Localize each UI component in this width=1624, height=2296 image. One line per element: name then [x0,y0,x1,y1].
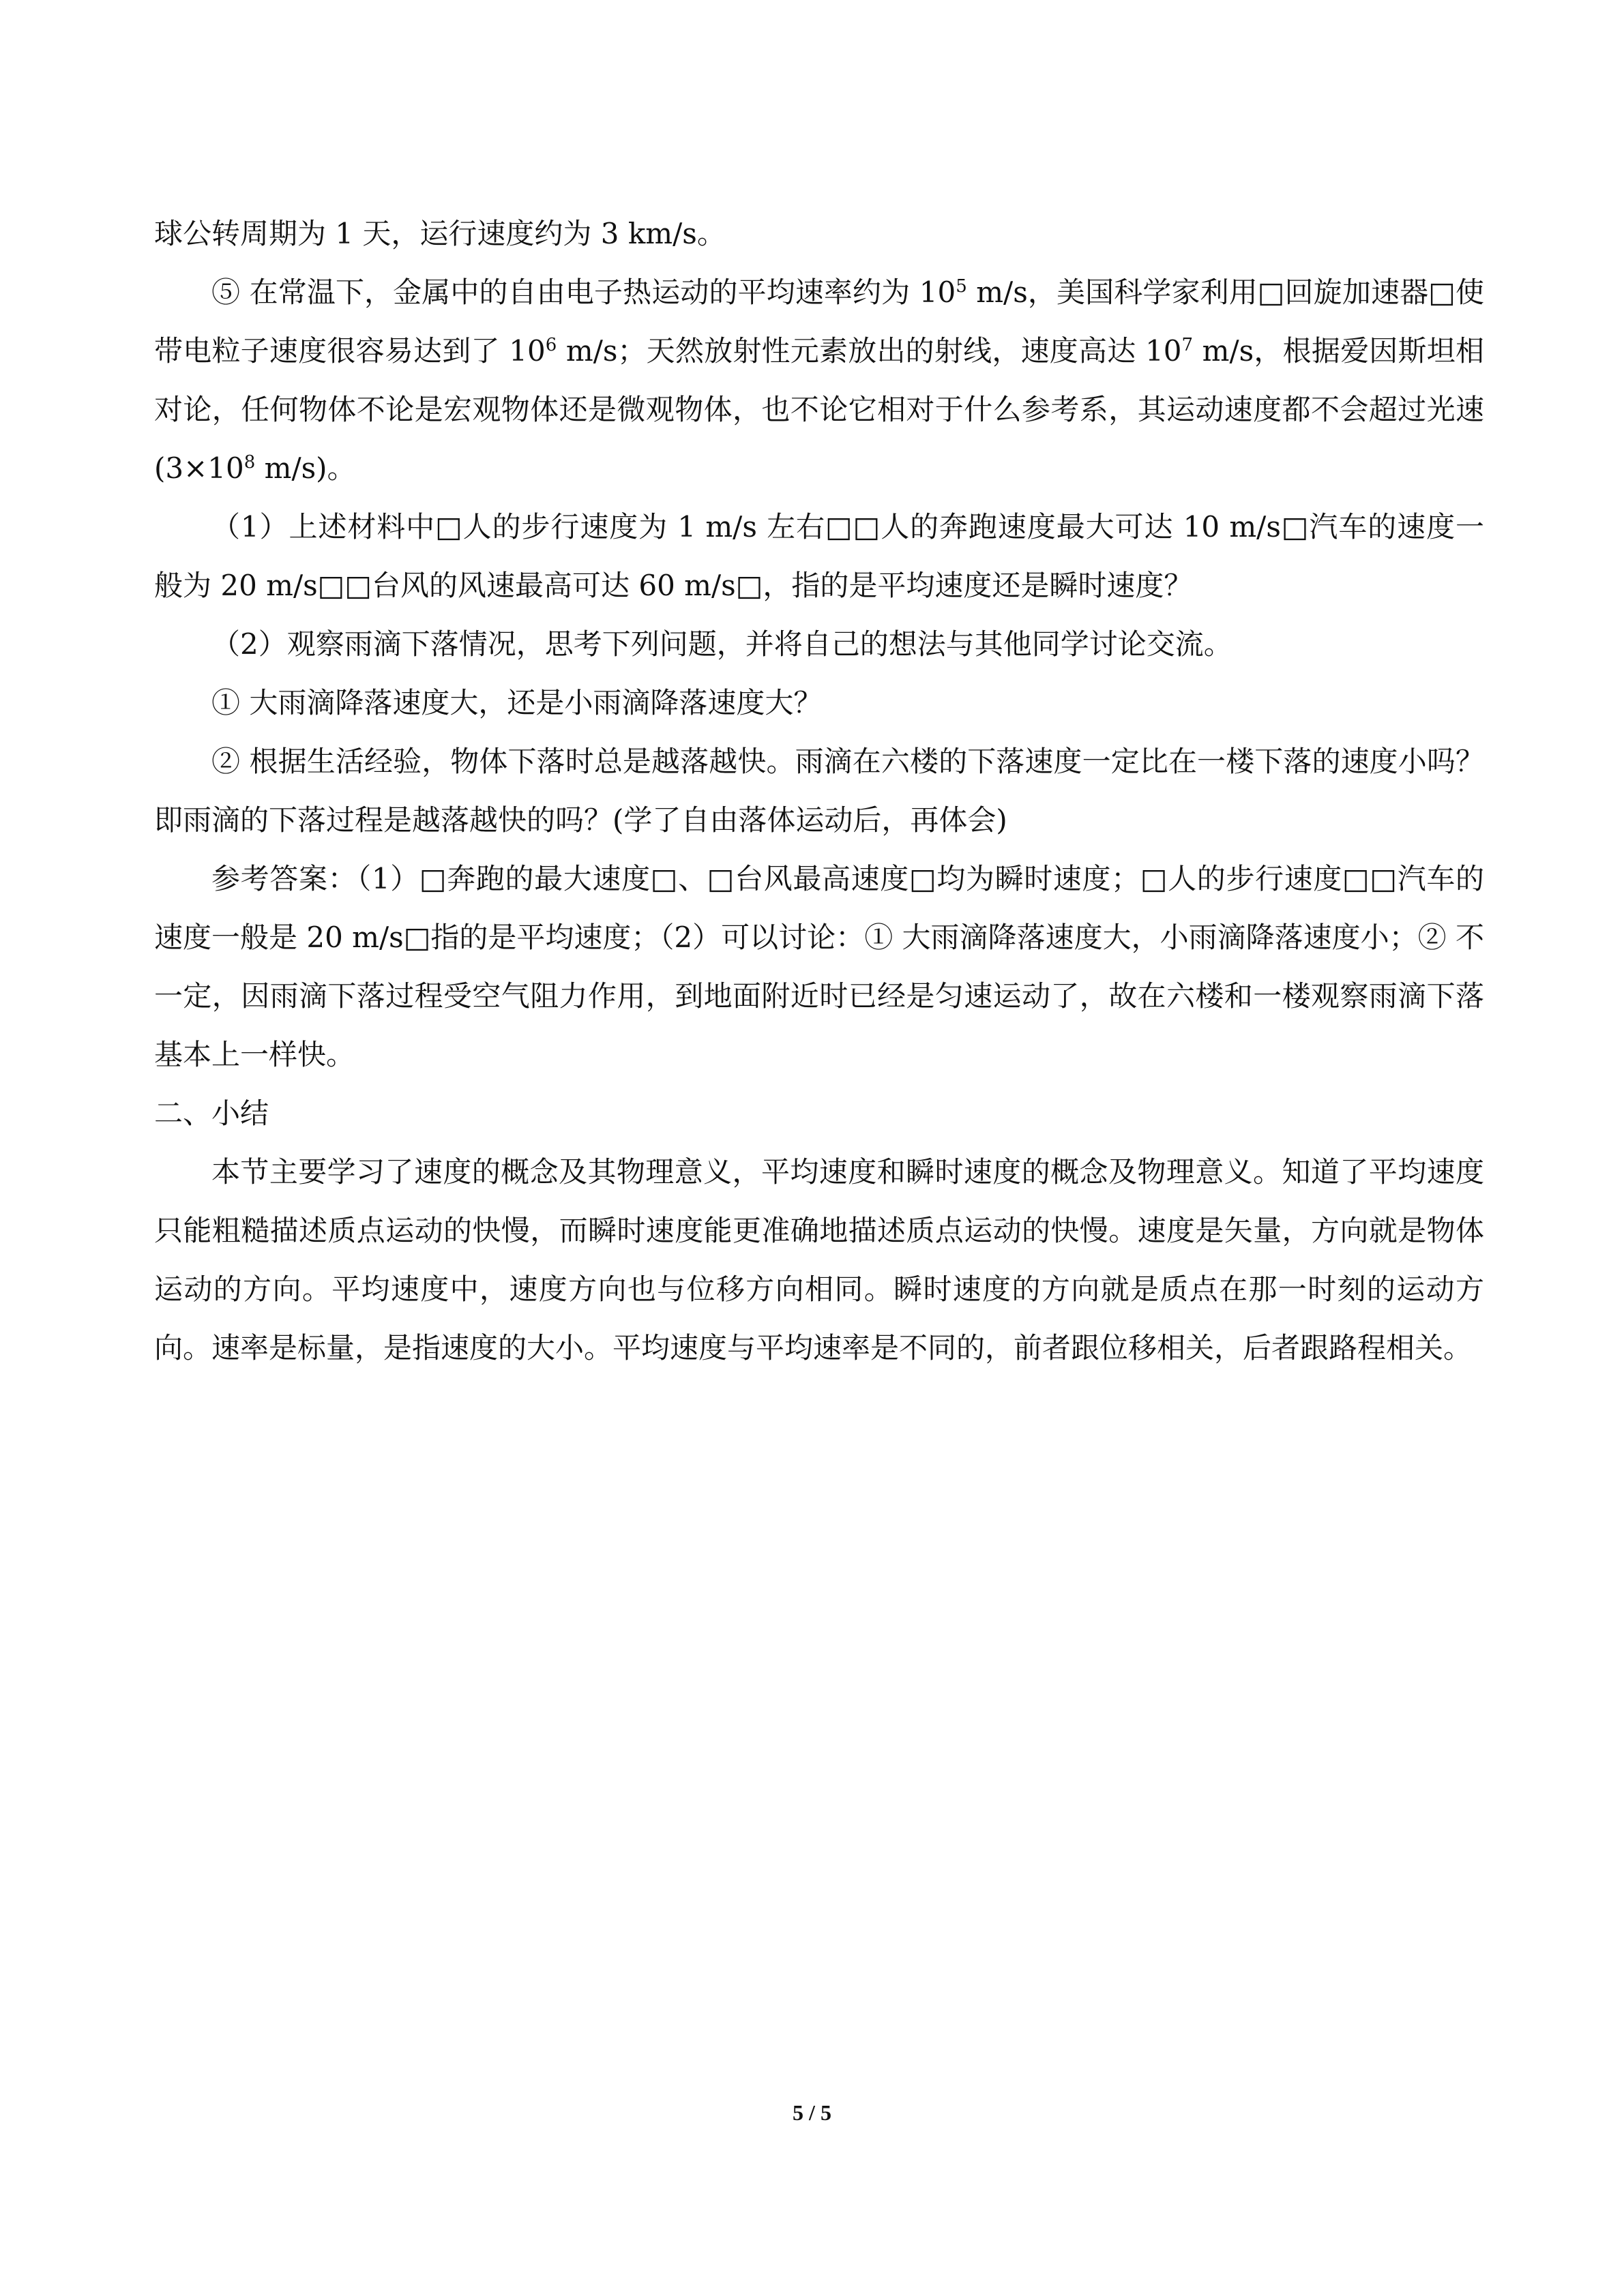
paragraph-earth-orbit-text: 球公转周期为 1 天，运行速度约为 3 km/s。 [154,217,726,250]
question-2-text: （2）观察雨滴下落情况，思考下列问题，并将自己的想法与其他同学讨论交流。 [211,627,1232,661]
paragraph-electron-speed-part-a: ⑤ 在常温下，金属中的自由电子热运动的平均速率约为 10 [211,275,956,309]
question-2-item-2-text: ② 根据生活经验，物体下落时总是越落越快。雨滴在六楼的下落速度一定比在一楼下落的速度小吗？即雨滴的下落过程是越落越快的吗？(学了自由落体运动后，再体会) [154,745,1484,837]
question-1 [154,498,1484,615]
question-2-item-2 [154,732,1484,850]
question-2-item-1-text: ① 大雨滴降落速度大，还是小雨滴降落速度大？ [211,686,823,719]
paragraph-electron-speed-part-d: m/s，根据爱因斯坦相对论，任何物体不论是宏观物体还是微观物体，也不论它相对于什么参考系，其运动速度都不会超过光速(3×10 [154,334,1484,485]
reference-answer-text: 参考答案：（1）□奔跑的最大速度□、□台风最高速度□均为瞬时速度；□人的步行速度□□汽车的速度一般是 20 m/s□指的是平均速度；（2）可以讨论：① 大雨滴降落速度大，小雨滴降落速度小；② 不一定，因雨滴下落过程受空气阻力作用，到地面附近时已经是匀速运动了，故在六楼和一楼观察雨滴下落基本上一样快。 [154,862,1484,1071]
paragraph-earth-orbit [154,205,1484,263]
superscript-exponent-5: 5 [956,276,967,297]
summary-paragraph-text: 本节主要学习了速度的概念及其物理意义，平均速度和瞬时速度的概念及物理意义。知道了平均速度只能粗糙描述质点运动的快慢，而瞬时速度能更准确地描述质点运动的快慢。速度是矢量，方向就是物体运动的方向。平均速度中，速度方向也与位移方向相同。瞬时速度的方向就是质点在那一时刻的运动方向。速率是标量，是指速度的大小。平均速度与平均速率是不同的，前者跟位移相关，后者跟路程相关。 [154,1155,1484,1365]
document-body [154,205,1484,1377]
page-number: 5 / 5 [793,2100,831,2125]
paragraph-electron-speed-part-e: m/s)。 [255,451,356,485]
paragraph-electron-speed [154,263,1484,498]
paragraph-electron-speed-part-c: m/s；天然放射性元素放出的射线，速度高达 10 [557,334,1182,368]
question-2 [154,615,1484,674]
superscript-exponent-7: 7 [1181,335,1194,355]
reference-answer [154,850,1484,1084]
superscript-exponent-6: 6 [545,335,557,355]
paragraph-electron-speed-part-b: m/s，美国科学家利用□回旋加速器□使带电粒子速度很容易达到了 10 [154,275,1484,368]
question-2-item-1 [154,674,1484,732]
question-1-text: （1）上述材料中□人的步行速度为 1 m/s 左右□□人的奔跑速度最大可达 10 m/s□汽车的速度一般为 20 m/s□□台风的风速最高可达 60 m/s□，指的是平均速度还是瞬时速度？ [154,510,1484,602]
section-heading-summary [154,1084,1484,1143]
superscript-exponent-8: 8 [243,452,256,473]
summary-paragraph [154,1143,1484,1377]
section-heading-summary-text: 二、小结 [154,1097,269,1130]
